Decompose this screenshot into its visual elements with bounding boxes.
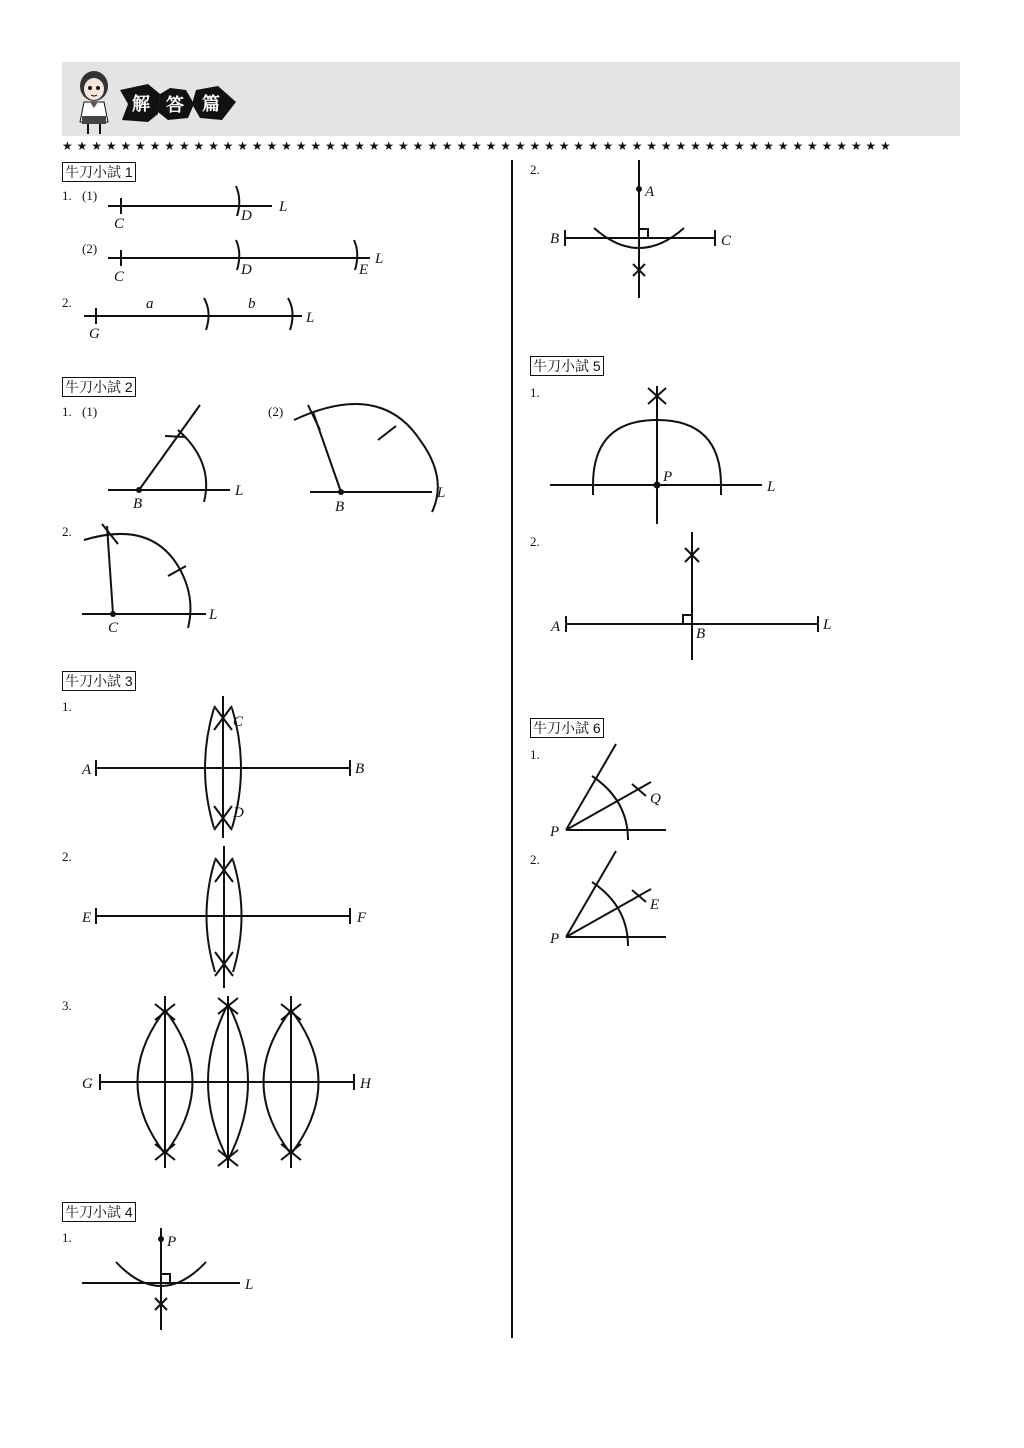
item-number: 2. [530,162,540,177]
item-number: 1. [62,188,72,203]
item-number: 1. [530,385,540,400]
svg-text:P: P [663,469,673,485]
svg-text:L: L [375,251,384,267]
item-number: 2. [62,295,72,310]
svg-text:A: A [82,762,92,778]
svg-text:E: E [359,262,369,278]
svg-text:L: L [823,617,832,633]
svg-text:B: B [335,499,345,515]
svg-text:P: P [167,1234,177,1250]
item-number: 1. [62,699,72,714]
svg-text:G: G [82,1076,93,1092]
svg-text:a: a [146,296,154,312]
svg-text:L: L [306,310,315,326]
section-title-4: 牛刀小試 4 [62,1202,136,1222]
svg-text:C: C [721,233,732,249]
section-title-5: 牛刀小試 5 [530,356,604,376]
item-subnumber: (1) [82,404,98,419]
svg-text:B: B [133,496,143,512]
svg-text:L: L [209,607,218,623]
svg-text:C: C [114,269,125,285]
svg-text:L: L [235,483,244,499]
item-number: 1. [530,747,540,762]
svg-text:E: E [650,897,660,913]
svg-text:B: B [355,761,365,777]
section-title-3: 牛刀小試 3 [62,671,136,691]
svg-text:D: D [233,805,244,821]
item-subnumber: (2) [268,404,284,419]
item-number: 3. [62,998,72,1013]
svg-text:P: P [550,931,560,947]
item-number: 2. [62,524,72,539]
section-title-1: 牛刀小試 1 [62,162,136,182]
svg-text:H: H [360,1076,371,1092]
svg-text:A: A [645,184,655,200]
section-title-6: 牛刀小試 6 [530,718,604,738]
star-divider: ★★★★★★★★★★★★★★★★★★★★★★★★★★★★★★★★★★★★★★★★★★★★★★★★★★★★★★★★★ [62,139,895,153]
svg-text:L: L [767,479,776,495]
badge-2: 答 [166,95,184,116]
item-number: 2. [530,852,540,867]
item-number: 1. [62,404,72,419]
svg-text:F: F [357,910,367,926]
svg-text:L: L [437,485,446,501]
svg-text:A: A [551,619,561,635]
badge-3: 篇 [202,94,220,115]
svg-text:C: C [108,620,119,636]
svg-text:P: P [550,824,560,840]
svg-text:L: L [279,199,288,215]
item-number: 1. [62,1230,72,1245]
svg-text:E: E [82,910,92,926]
badge-1: 解 [132,94,150,115]
svg-text:C: C [114,216,125,232]
svg-text:B: B [550,231,560,247]
svg-text:b: b [248,296,256,312]
svg-text:B: B [696,626,706,642]
item-number: 2. [62,849,72,864]
svg-text:D: D [241,262,252,278]
svg-text:D: D [241,208,252,224]
item-subnumber: (1) [82,188,98,203]
item-number: 2. [530,534,540,549]
svg-text:C: C [233,714,244,730]
svg-text:G: G [89,326,100,342]
svg-text:L: L [245,1277,254,1293]
item-subnumber: (2) [82,241,98,256]
svg-text:Q: Q [650,791,661,807]
section-title-2: 牛刀小試 2 [62,377,136,397]
